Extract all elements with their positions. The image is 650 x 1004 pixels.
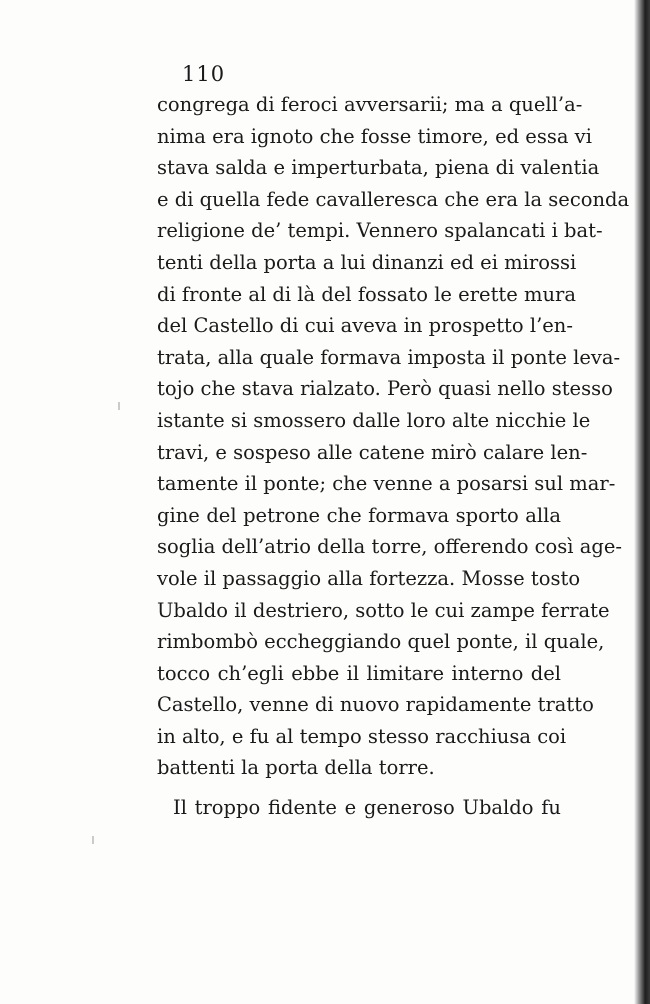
text-line: trata, alla quale formava imposta il ponte leva- [157, 345, 621, 369]
text-line: del Castello di cui aveva in prospetto l’en- [157, 314, 573, 338]
text-line: gine del petrone che formava sporto alla [157, 503, 561, 527]
text-line: stava salda e imperturbata, piena di valentia [157, 156, 600, 180]
text-line: rimbombò eccheggiando quel ponte, il quale, [157, 630, 605, 654]
text-line: soglia dell’atrio della torre, offerendo così age- [157, 535, 622, 559]
body-text [157, 89, 630, 824]
text-line: tenti della porta a lui dinanzi ed ei mirossi [157, 250, 577, 274]
text-line: e di quella fede cavalleresca che era la seconda [157, 187, 630, 211]
text-line: religione de’ tempi. Vennero spalancati i bat- [157, 219, 603, 243]
text-line: di fronte al di là del fossato le erette mura [157, 282, 576, 306]
text-line: nima era ignoto che fosse timore, ed essa vi [157, 124, 592, 148]
text-line: Castello, venne di nuovo rapidamente tratto [157, 693, 594, 717]
text-line: travi, e sospeso alle catene mirò calare len- [157, 440, 588, 464]
text-line: vole il passaggio alla fortezza. Mosse tosto [157, 566, 581, 590]
paragraph-end-line: battenti la porta della torre. [157, 756, 435, 780]
text-line: tojo che stava rialzato. Però quasi nello stesso [157, 377, 613, 401]
text-line: congrega di feroci avversarii; ma a quell’a- [157, 93, 583, 116]
scan-speck [118, 402, 120, 410]
text-line: tamente il ponte; che venne a posarsi sul mar- [157, 472, 616, 496]
binding-edge [634, 0, 650, 1004]
next-paragraph-line: Il troppo fidente e generoso Ubaldo fu [173, 796, 561, 820]
text-line: Ubaldo il destriero, sotto le cui zampe ferrate [157, 598, 610, 622]
page-number: 110 [182, 62, 226, 86]
text-line: tocco ch’egli ebbe il limitare interno del [157, 661, 561, 685]
text-line: in alto, e fu al tempo stesso racchiusa coi [157, 724, 567, 748]
text-line: istante si smossero dalle loro alte nicchie le [157, 408, 591, 432]
scan-speck [92, 836, 94, 844]
